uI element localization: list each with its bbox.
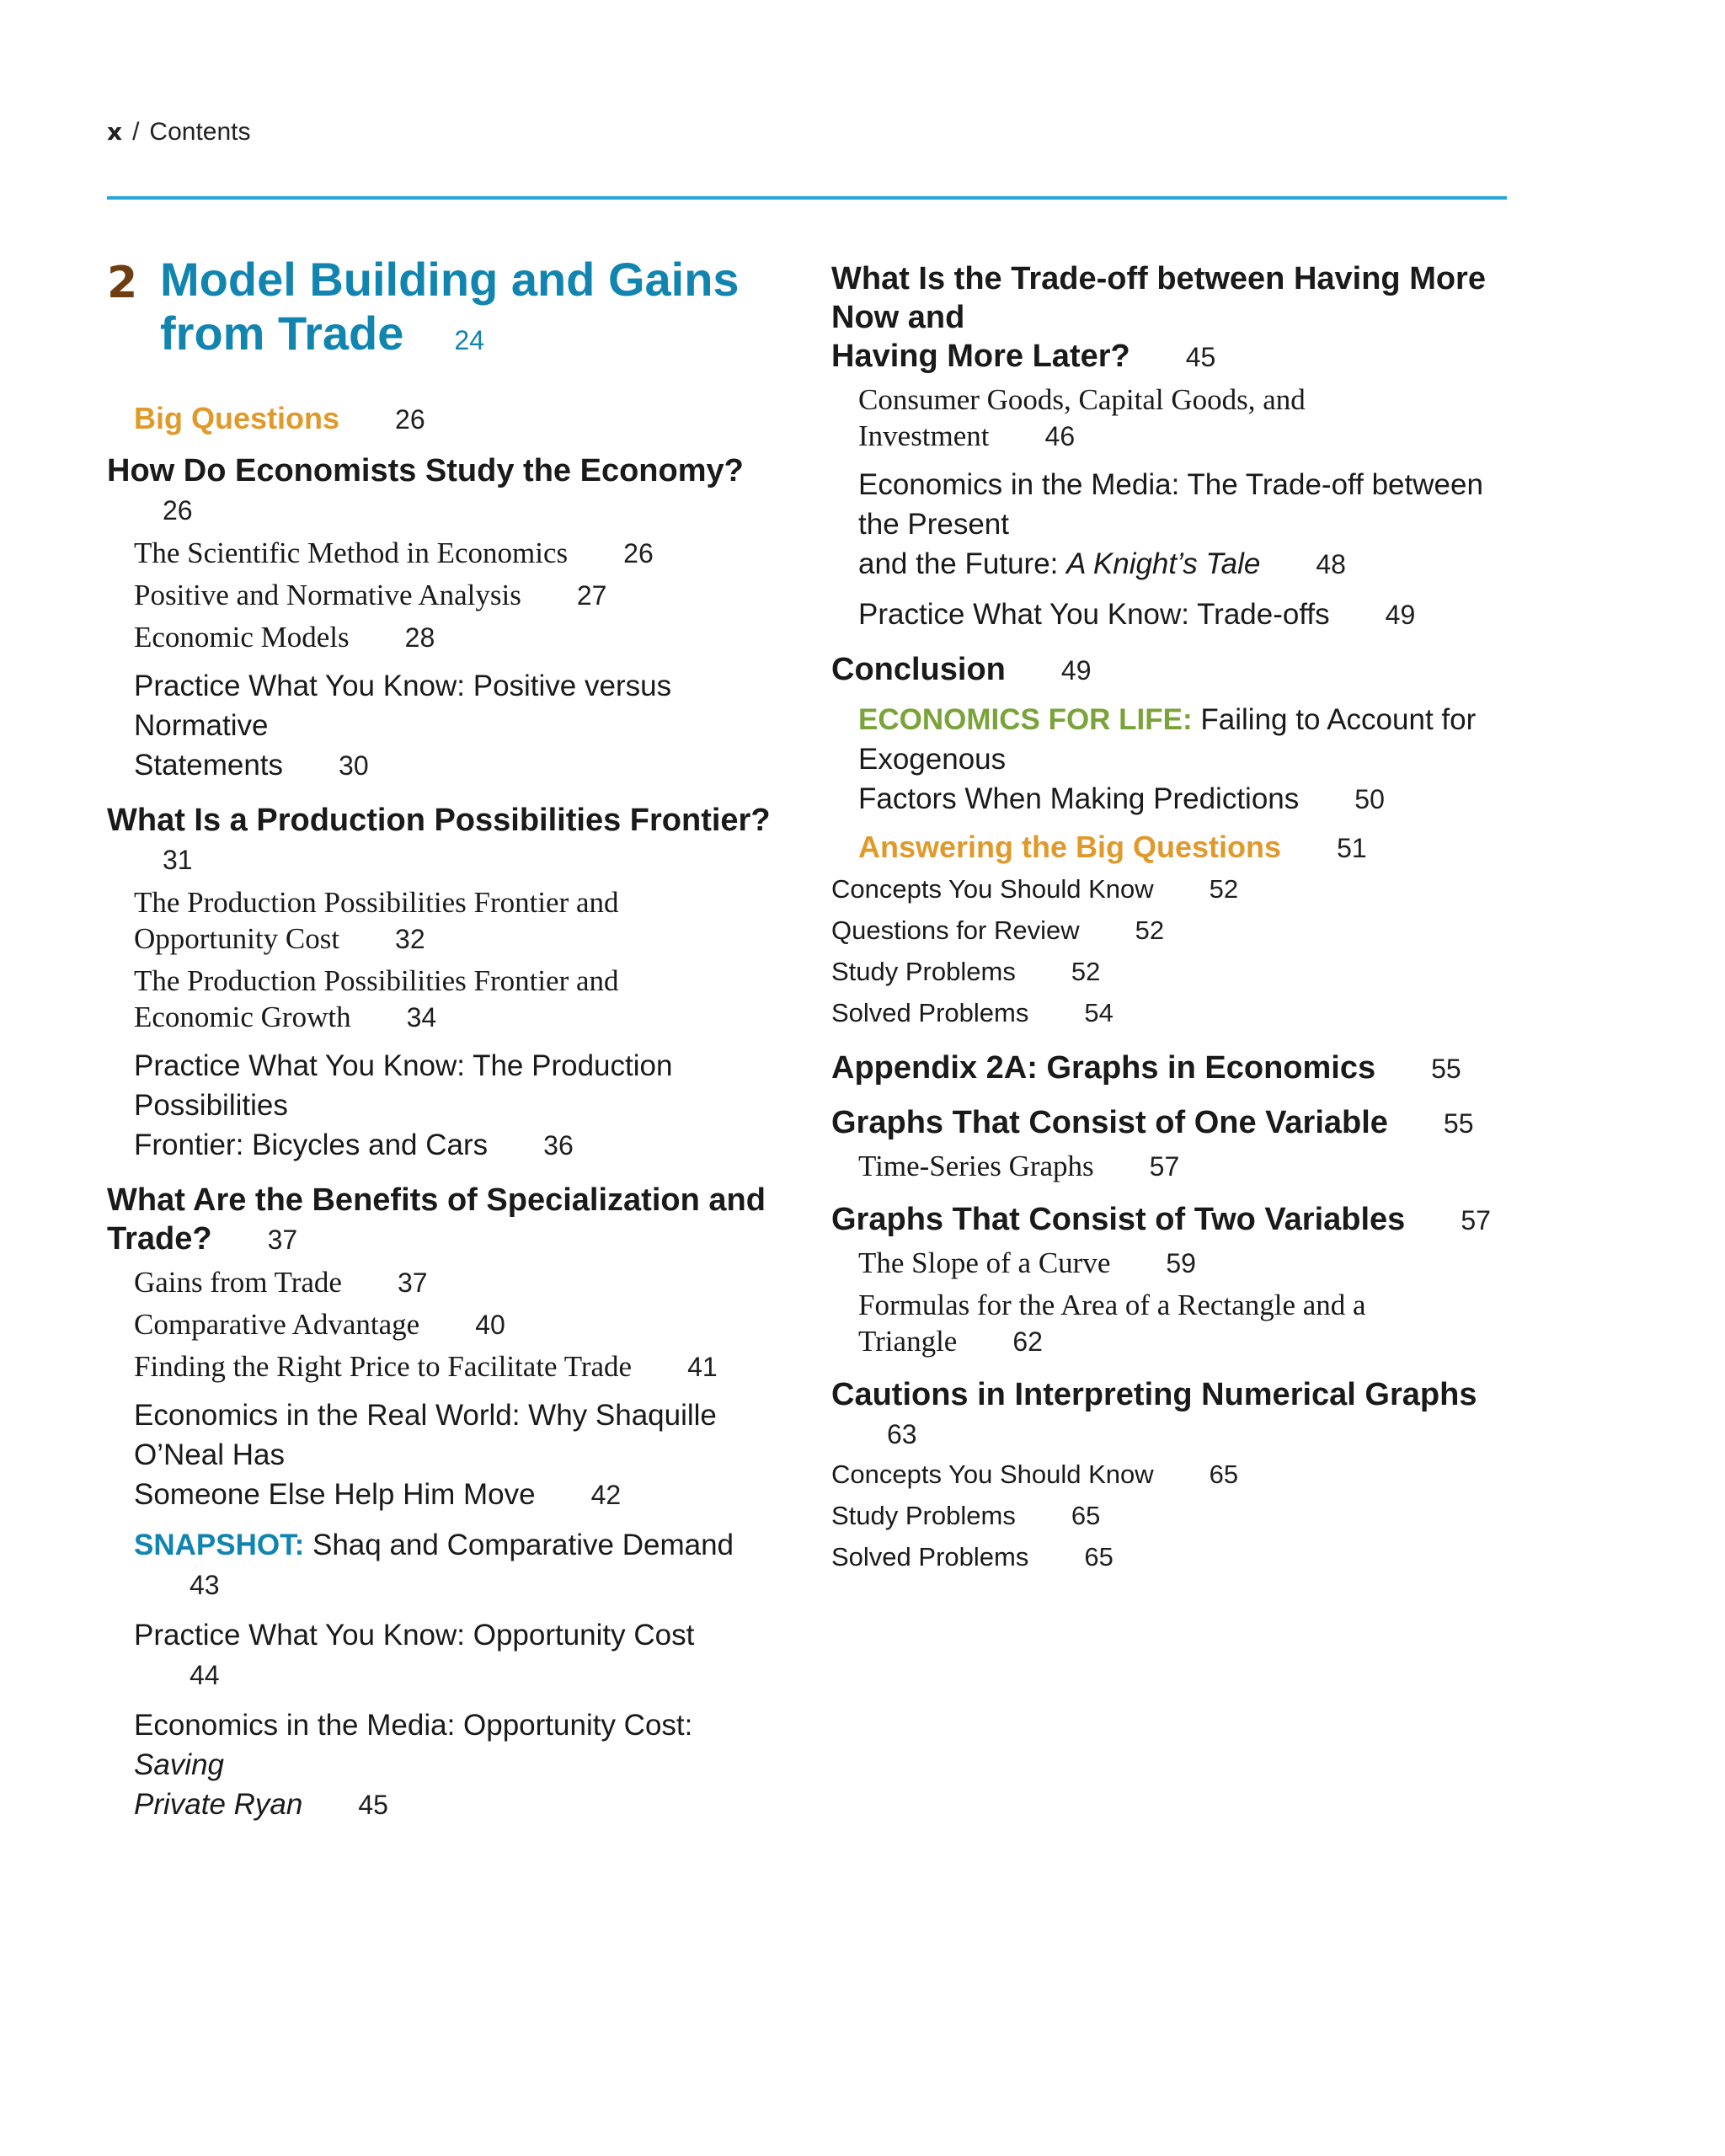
toc-entry-practice-tradeoffs[interactable] — [831, 595, 1522, 635]
toc-entry-big-questions[interactable] — [107, 401, 772, 436]
toc-entry-questions-review[interactable] — [831, 910, 1522, 951]
page-number: 49 — [1060, 655, 1092, 686]
toc-entry-right-price[interactable] — [107, 1348, 772, 1385]
entry-title: Practice What You Know: Opportunity Cost — [134, 1619, 695, 1652]
chapter-title — [160, 253, 740, 367]
toc-entry-time-series[interactable] — [831, 1148, 1522, 1185]
section-title: Graphs That Consist of One Variable — [831, 1105, 1388, 1140]
page-number: 51 — [1337, 833, 1367, 863]
page-number: 63 — [887, 1419, 917, 1449]
toc-entry-economics-for-life[interactable] — [831, 700, 1522, 819]
toc-entry-concepts-appendix[interactable] — [831, 1454, 1522, 1495]
entry-title: Finding the Right Price to Facilitate Trade — [134, 1350, 633, 1383]
entry-title: The Scientific Method in Economics — [134, 536, 569, 569]
header-label: Contents — [149, 118, 251, 146]
page-number: 59 — [1166, 1248, 1196, 1278]
entry-title-line2: Investment — [858, 419, 990, 452]
entry-title-line1: Failing to Account for Exogenous — [858, 703, 1477, 776]
film-title-part2: Private Ryan — [134, 1788, 303, 1821]
entry-title-line1: Practice What You Know: Positive versus Normative — [134, 670, 672, 742]
entry-title: Concepts You Should Know — [831, 874, 1154, 904]
chapter-heading — [107, 253, 772, 367]
chapter-number: 2 — [107, 258, 138, 308]
toc-entry-area-formulas[interactable] — [831, 1287, 1522, 1360]
entry-title-line2: Opportunity Cost — [134, 922, 340, 955]
entry-title-prefix: and the Future: — [858, 547, 1067, 580]
page-number: 42 — [590, 1480, 622, 1510]
entry-title: Study Problems — [831, 957, 1016, 986]
entry-title-line1: Formulas for the Area of a Rectangle and a — [858, 1289, 1366, 1321]
page-number: 52 — [1071, 957, 1101, 986]
toc-entry-study-problems-appendix[interactable] — [831, 1495, 1522, 1536]
toc-section-tradeoff-now-later[interactable] — [831, 259, 1522, 376]
entry-title-prefix: Economics in the Media: Opportunity Cost: — [134, 1709, 693, 1742]
toc-entry-economic-models[interactable] — [107, 619, 772, 656]
section-title: Conclusion — [831, 652, 1006, 687]
entry-title: Gains from Trade — [134, 1266, 342, 1299]
entry-label: Big Questions — [134, 401, 340, 435]
entry-title: Concepts You Should Know — [831, 1460, 1154, 1489]
section-title-line2: Having More Later? — [831, 339, 1130, 374]
section-title: What Is a Production Possibilities Frontier? — [107, 803, 771, 838]
page-number: 40 — [475, 1310, 505, 1340]
entry-title: Shaq and Comparative Demand — [312, 1529, 734, 1561]
page-number: 41 — [687, 1352, 718, 1382]
page-number: 26 — [395, 404, 425, 435]
page-number: 32 — [395, 924, 425, 954]
toc-entry-comparative-advantage[interactable] — [107, 1306, 772, 1343]
toc-entry-gains-from-trade[interactable] — [107, 1264, 772, 1301]
page-number: 65 — [1084, 1542, 1114, 1572]
page-number: 36 — [543, 1130, 574, 1161]
entry-title: Positive and Normative Analysis — [134, 579, 521, 611]
page-number: 46 — [1044, 421, 1076, 451]
toc-entry-ppf-growth[interactable] — [107, 963, 772, 1036]
entry-title-line2: Factors When Making Predictions — [858, 782, 1300, 815]
page-number: 55 — [1443, 1108, 1474, 1139]
page-number: 52 — [1209, 874, 1239, 904]
entry-label: Answering the Big Questions — [858, 830, 1282, 864]
toc-entry-ppf-opportunity-cost[interactable] — [107, 884, 772, 958]
toc-entry-media-knights-tale[interactable] — [831, 465, 1522, 584]
toc-section-conclusion[interactable] — [831, 650, 1522, 690]
page-number: 43 — [190, 1570, 220, 1600]
entry-title-line2: Statements — [134, 749, 284, 782]
page-number: 48 — [1316, 549, 1346, 579]
section-title: How Do Economists Study the Economy? — [107, 453, 744, 488]
page-number: 49 — [1385, 600, 1416, 630]
toc-entry-practice-positive-normative[interactable] — [107, 666, 772, 786]
toc-section-one-variable[interactable] — [831, 1103, 1522, 1143]
page-number: 45 — [1185, 342, 1216, 372]
toc-section-cautions[interactable] — [831, 1375, 1522, 1454]
page-number: 31 — [163, 845, 193, 875]
toc-section-two-variables[interactable] — [831, 1200, 1522, 1240]
toc-entry-media-saving-private-ryan[interactable] — [107, 1705, 772, 1825]
header-separator: / — [132, 118, 140, 146]
film-title: A Knight’s Tale — [1066, 547, 1261, 580]
page-number: 52 — [1135, 915, 1165, 945]
page-number: 62 — [1012, 1326, 1043, 1357]
entry-title-line1: Practice What You Know: The Production Possibilities — [134, 1049, 673, 1122]
toc-entry-solved-problems-appendix[interactable] — [831, 1536, 1522, 1577]
page-number: 54 — [1084, 998, 1114, 1027]
page-number: 28 — [404, 622, 435, 653]
toc-entry-solved-problems[interactable] — [831, 992, 1522, 1033]
page-number: 37 — [397, 1267, 428, 1298]
entry-title: Study Problems — [831, 1501, 1016, 1530]
page-number: 44 — [190, 1660, 220, 1690]
toc-entry-concepts[interactable] — [831, 868, 1522, 910]
page-number: 45 — [358, 1790, 388, 1820]
chapter-page: 24 — [454, 325, 484, 355]
section-title: Appendix 2A: Graphs in Economics — [831, 1050, 1376, 1086]
page-number: 55 — [1431, 1054, 1461, 1084]
page-number: 65 — [1071, 1501, 1101, 1530]
entry-title-line2: Frontier: Bicycles and Cars — [134, 1129, 489, 1161]
toc-entry-consumer-capital-goods[interactable] — [831, 382, 1522, 455]
efl-label: ECONOMICS FOR LIFE: — [858, 703, 1193, 736]
page-number: 26 — [623, 538, 654, 568]
page-number: 65 — [1209, 1460, 1239, 1489]
toc-section-ppf[interactable] — [107, 801, 772, 879]
header-rule — [107, 196, 1507, 200]
page-folio: x — [107, 118, 123, 146]
section-title: Cautions in Interpreting Numerical Graphs — [831, 1377, 1477, 1412]
toc-entry-slope[interactable] — [831, 1245, 1522, 1282]
toc-entry-scientific-method[interactable] — [107, 535, 772, 572]
entry-title: Comparative Advantage — [134, 1308, 420, 1341]
entry-title: Economic Models — [134, 621, 350, 654]
entry-title-line1: The Production Possibilities Frontier and — [134, 886, 619, 919]
entry-title-line2: Triangle — [858, 1325, 958, 1358]
toc-entry-answering-big-questions[interactable] — [831, 830, 1522, 865]
toc-entry-study-problems[interactable] — [831, 951, 1522, 992]
page-number: 30 — [339, 750, 369, 781]
toc-section-appendix[interactable] — [831, 1049, 1522, 1088]
entry-title: Practice What You Know: Trade-offs — [858, 598, 1330, 631]
entry-title-line1: Economics in the Real World: Why Shaquille O’Neal Has — [134, 1399, 717, 1471]
snapshot-label: SNAPSHOT: — [134, 1529, 305, 1561]
entry-title-line1: The Production Possibilities Frontier and — [134, 964, 619, 997]
page-number: 26 — [163, 495, 193, 526]
page-number: 50 — [1354, 784, 1385, 814]
film-title-part1: Saving — [134, 1748, 225, 1781]
section-title-line1: What Is the Trade-off between Having More Now and — [831, 261, 1486, 335]
toc-entry-positive-normative[interactable] — [107, 577, 772, 614]
toc-entry-snapshot[interactable] — [107, 1525, 772, 1605]
page-number: 34 — [406, 1002, 437, 1033]
toc-section-specialization[interactable] — [107, 1181, 772, 1259]
entry-title-line2: Economic Growth — [134, 1001, 351, 1033]
toc-left-column — [107, 253, 772, 1825]
page-number: 37 — [267, 1225, 298, 1255]
chapter-title-line1: Model Building and Gains — [160, 253, 740, 306]
section-title-line1: What Are the Benefits of Specialization and — [107, 1182, 766, 1218]
page-number: 57 — [1461, 1205, 1491, 1235]
running-header — [107, 118, 250, 147]
toc-entry-practice-opportunity-cost[interactable] — [107, 1615, 772, 1695]
toc-right-column — [831, 253, 1522, 1577]
toc-section-study-economy[interactable] — [107, 451, 772, 530]
entry-title: Solved Problems — [831, 998, 1029, 1027]
section-title-line2: Trade? — [107, 1221, 212, 1257]
page-number: 57 — [1149, 1151, 1180, 1182]
page-number: 27 — [576, 580, 607, 611]
entry-title-line2: Someone Else Help Him Move — [134, 1478, 536, 1511]
section-title: Graphs That Consist of Two Variables — [831, 1202, 1406, 1237]
toc-entry-practice-ppf[interactable] — [107, 1046, 772, 1166]
entry-title: Questions for Review — [831, 915, 1080, 945]
entry-title-line1: Economics in the Media: The Trade-off between the Present — [858, 468, 1483, 541]
entry-title: Time-Series Graphs — [858, 1150, 1094, 1182]
entry-title: Solved Problems — [831, 1542, 1029, 1572]
entry-title-line1: Consumer Goods, Capital Goods, and — [858, 383, 1306, 416]
entry-title: The Slope of a Curve — [858, 1246, 1111, 1279]
chapter-title-line2: from Trade — [160, 307, 404, 360]
toc-entry-real-world-shaq[interactable] — [107, 1396, 772, 1515]
